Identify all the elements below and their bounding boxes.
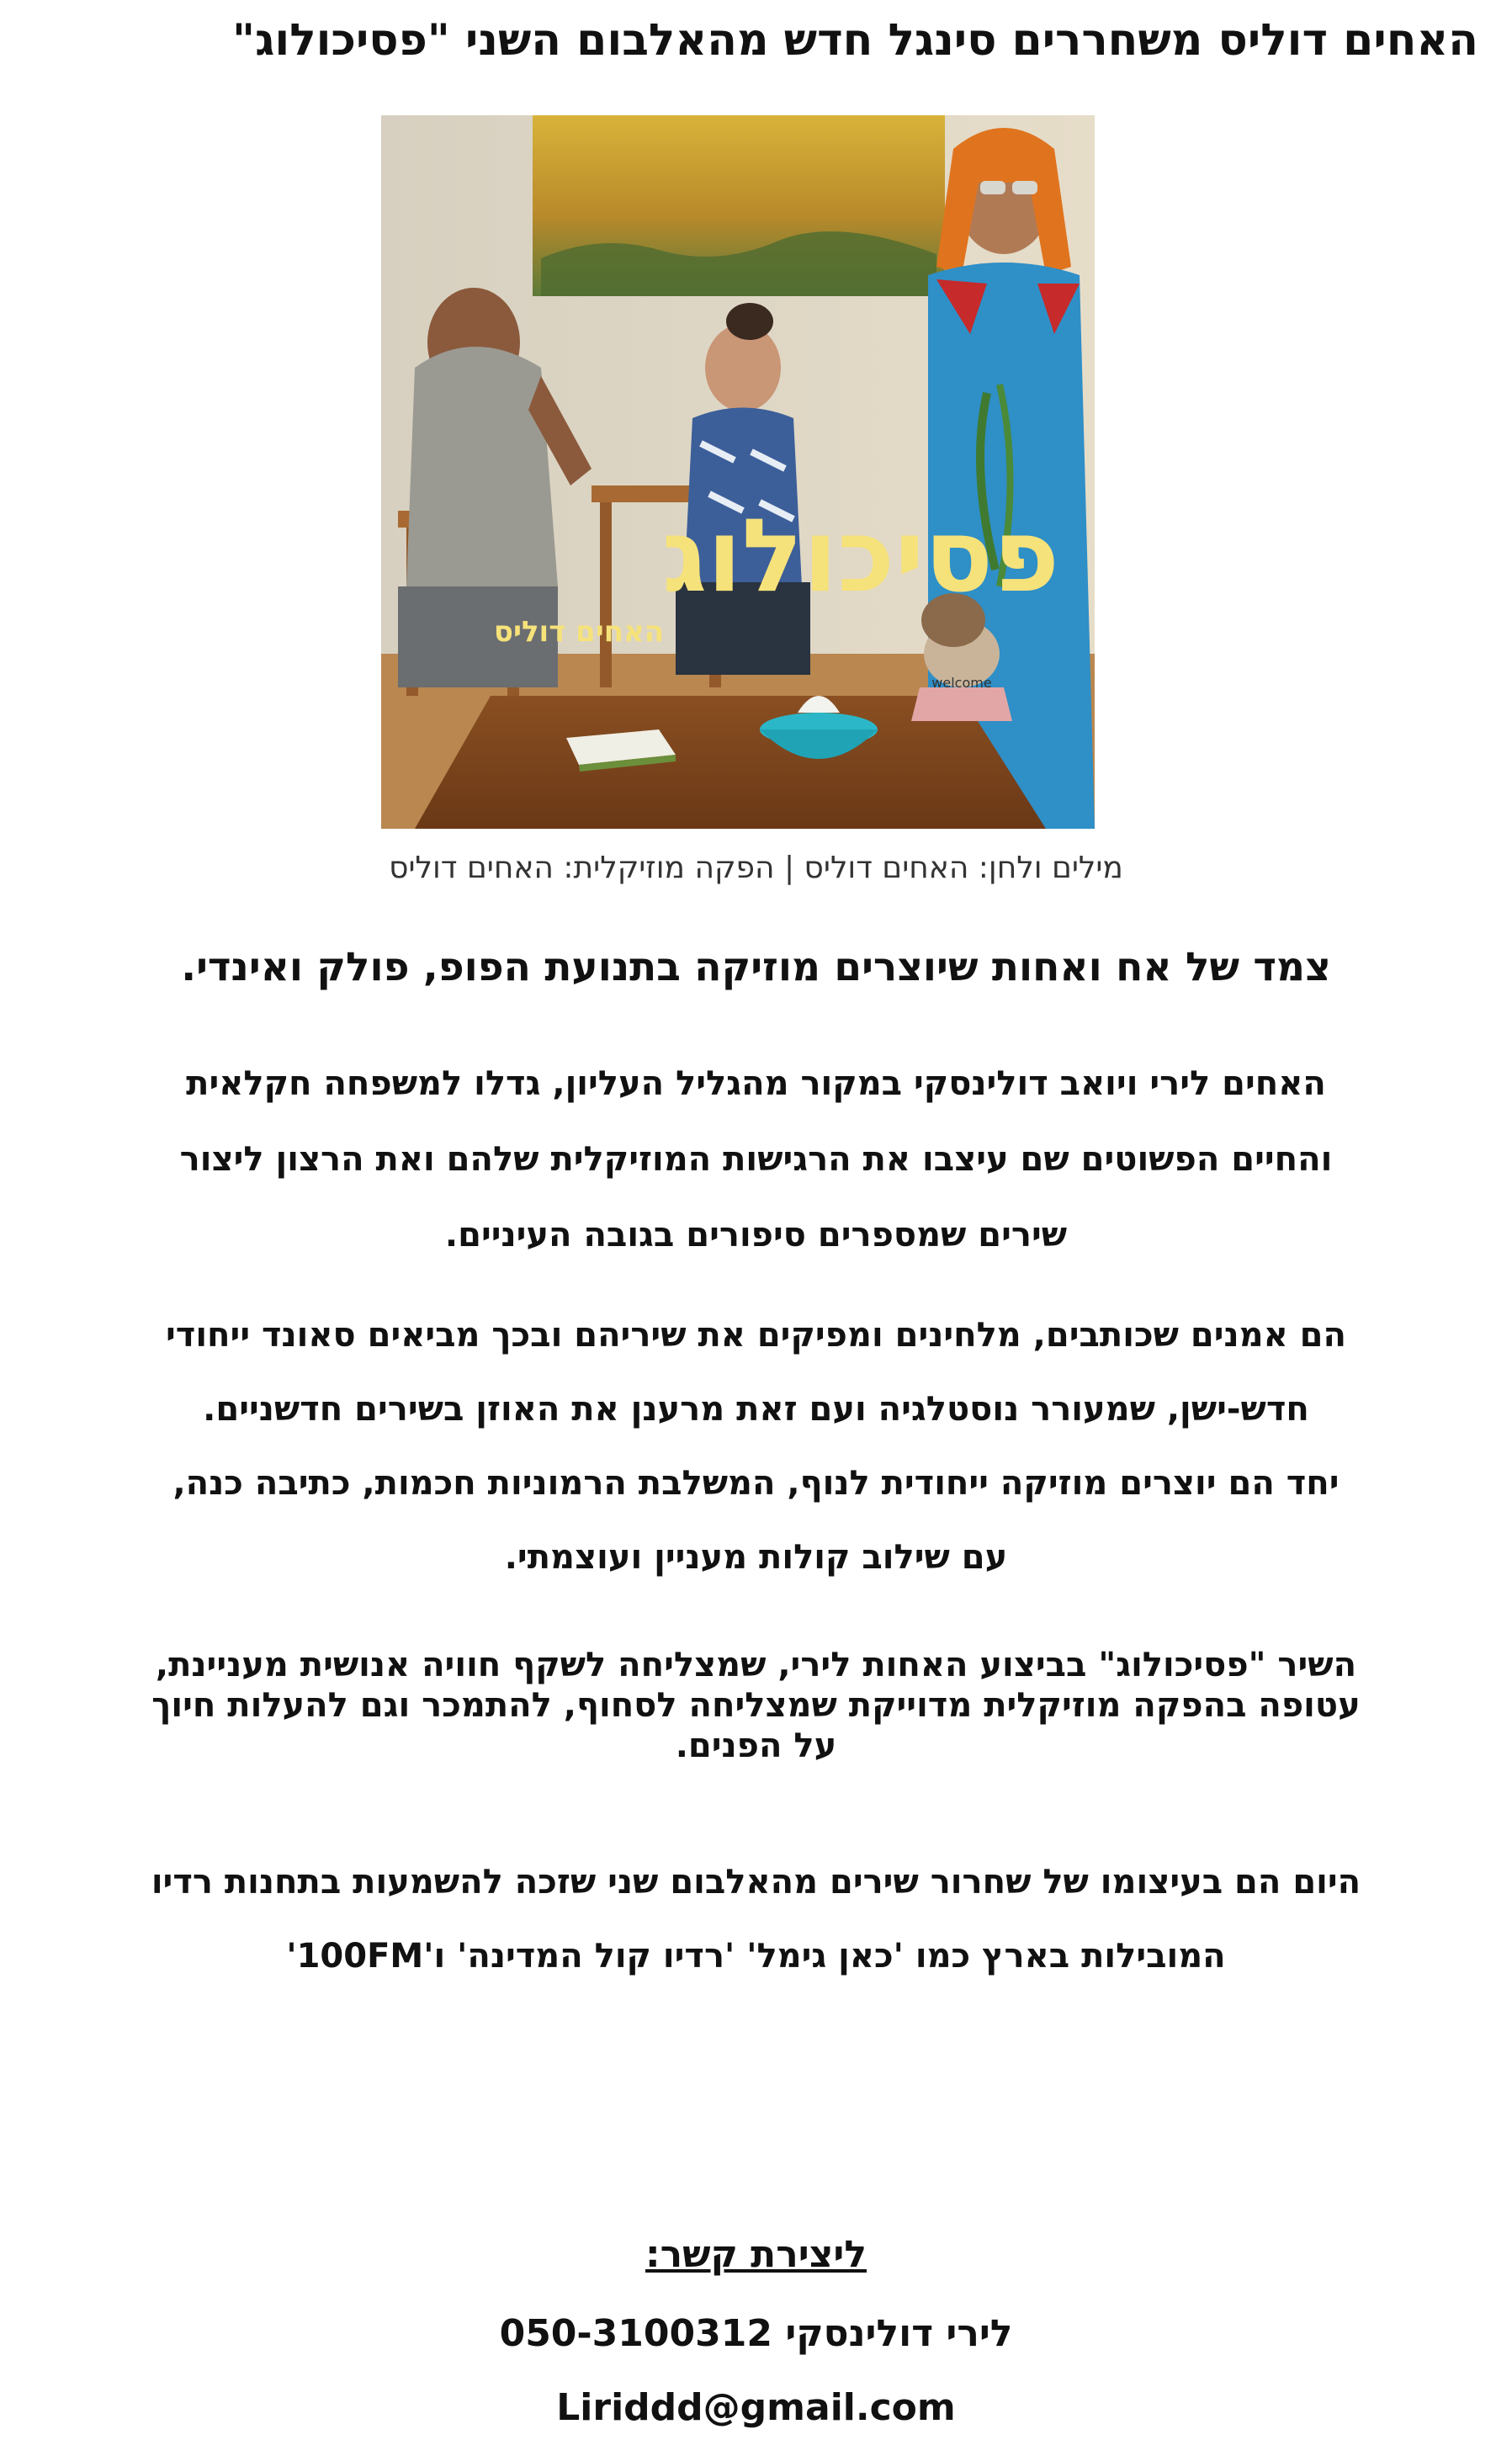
paragraph-line: על הפנים.	[675, 1727, 837, 1765]
paragraph-line: יחד הם יוצרים מוזיקה ייחודית לנוף, המשלבת הרמוניות חכמות, כתיבה כנה,	[172, 1464, 1340, 1503]
album-cover-image	[381, 115, 1095, 829]
contact-heading: ליצירת קשר:	[645, 2233, 867, 2276]
paragraph-background	[25, 1046, 1487, 1273]
album-cover-illustration	[381, 115, 1095, 829]
paragraph-line: המובילות בארץ כמו 'כאן גימל' 'רדיו קול המדינה' ו'100FM'	[286, 1937, 1226, 1976]
paragraph-line: הם אמנים שכותבים, מלחינים ומפיקים את שיריהם ובכך מביאים סאונד ייחודי	[166, 1316, 1346, 1355]
paragraph-line: השיר "פסיכולוג" בביצוע האחות לירי, שמצליחה לשקף חוויה אנושית מעניינת,	[155, 1646, 1357, 1684]
contact-name-phone: לירי דולינסקי 050-3100312	[499, 2312, 1013, 2355]
paragraph-line: שירים שמספרים סיפורים בגובה העיניים.	[444, 1216, 1068, 1254]
paragraph-style	[25, 1298, 1487, 1594]
cover-title-text: פסיכולוג	[661, 498, 1060, 615]
image-caption: מילים ולחן: האחים דוליס | הפקה מוזיקלית: האחים דוליס	[389, 851, 1123, 885]
paragraph-line: היום הם בעיצומו של שחרור שירים מהאלבום שני שזכה להשמעות בתחנות רדיו	[151, 1863, 1361, 1902]
figurine-sign-text: welcome	[931, 675, 992, 691]
paragraph-line: האחים לירי ויואב דולינסקי במקור מהגליל העליון, גדלו למשפחה חקלאית	[186, 1064, 1326, 1103]
paragraph-line: עם שילוב קולות מעניין ועוצמתי.	[504, 1538, 1008, 1577]
contact-email: Liriddd@gmail.com	[556, 2386, 956, 2429]
cover-artist-text: האחים דוליס	[493, 615, 665, 649]
paragraph-line: והחיים הפשוטים שם עיצבו את הרגישות המוזיקלית שלהם ואת הרצון ליצור	[179, 1140, 1333, 1179]
paragraph-line: עטופה בהפקה מוזיקלית מדוייקת שמצליחה לסחוף, להתמכר וגם להעלות חיוך	[151, 1686, 1361, 1725]
article-title: האחים דוליס משחררים סינגל חדש מהאלבום השני "פסיכולוג"	[232, 15, 1478, 66]
paragraph-radio	[25, 1845, 1487, 1993]
paragraph-song	[25, 1645, 1487, 1766]
paragraph-line: חדש-ישן, שמעורר נוסטלגיה ועם זאת מרענן את האוזן בשירים חדשניים.	[203, 1390, 1309, 1429]
article-subheading: צמד של אח ואחות שיוצרים מוזיקה בתנועת הפופ, פולק ואינדי.	[181, 944, 1331, 990]
